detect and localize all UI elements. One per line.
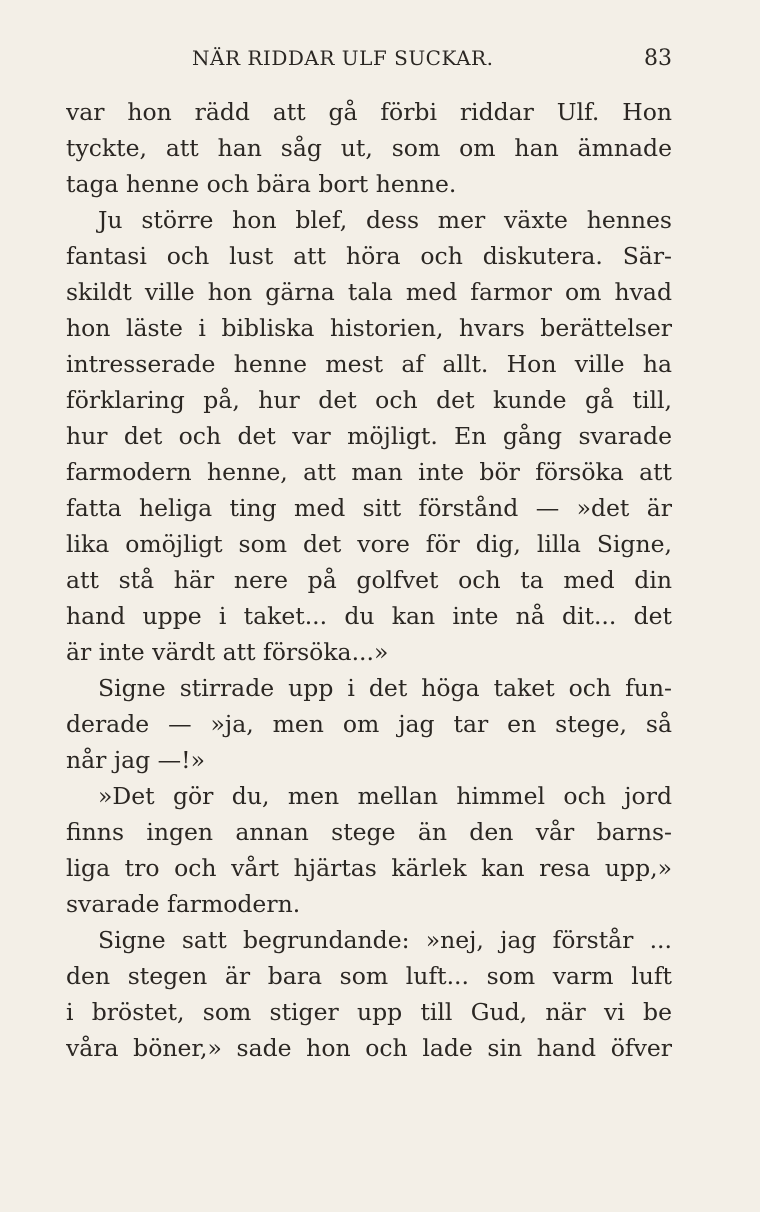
text-line: taga henne och bära bort henne. [66, 170, 457, 198]
text-line: skildt ville hon gärna tala med farmor om hvad [66, 278, 672, 306]
text-line: farmodern henne, att man inte bör försöka att [66, 458, 672, 486]
text-line: »Det gör du, men mellan himmel och jord [98, 782, 672, 810]
text-line: derade — »ja, men om jag tar en stege, så [66, 710, 672, 738]
text-line: hur det och det var möjligt. En gång svarade [66, 422, 672, 450]
text-line: fantasi och lust att höra och diskutera. Sär- [66, 242, 672, 270]
text-line: tyckte, att han såg ut, som om han ämnade [66, 134, 672, 162]
page-number: 83 [644, 46, 672, 71]
text-line: Signe satt begrundande: »nej, jag förstår ... [98, 926, 672, 954]
text-line: är inte värdt att försöka...» [66, 638, 389, 666]
text-line: lika omöjligt som det vore för dig, lilla Signe, [66, 530, 672, 558]
text-line: intresserade henne mest af allt. Hon ville ha [66, 350, 672, 378]
running-title: NÄR RIDDAR ULF SUCKAR. [192, 46, 494, 70]
text-line: hand uppe i taket... du kan inte nå dit... det [66, 602, 672, 630]
text-line: Ju större hon blef, dess mer växte hennes [98, 206, 672, 234]
text-line: Signe stirrade upp i det höga taket och fun- [98, 674, 672, 702]
text-line: når jag —!» [66, 746, 205, 774]
text-line: att stå här nere på golfvet och ta med din [66, 566, 672, 594]
body-text [66, 94, 672, 1066]
text-line: liga tro och vårt hjärtas kärlek kan resa upp,» [66, 854, 672, 882]
running-head [192, 46, 672, 78]
text-line: våra böner,» sade hon och lade sin hand öfver [66, 1034, 672, 1062]
text-line: i bröstet, som stiger upp till Gud, när vi be [66, 998, 672, 1026]
text-line: den stegen är bara som luft... som varm luft [66, 962, 672, 990]
text-line: finns ingen annan stege än den vår barns- [66, 818, 672, 846]
text-line: hon läste i bibliska historien, hvars berättelser [66, 314, 672, 342]
text-line: fatta heliga ting med sitt förstånd — »det är [66, 494, 672, 522]
text-line: förklaring på, hur det och det kunde gå till, [66, 386, 672, 414]
text-line: var hon rädd att gå förbi riddar Ulf. Hon [66, 98, 672, 126]
text-line: svarade farmodern. [66, 890, 301, 918]
